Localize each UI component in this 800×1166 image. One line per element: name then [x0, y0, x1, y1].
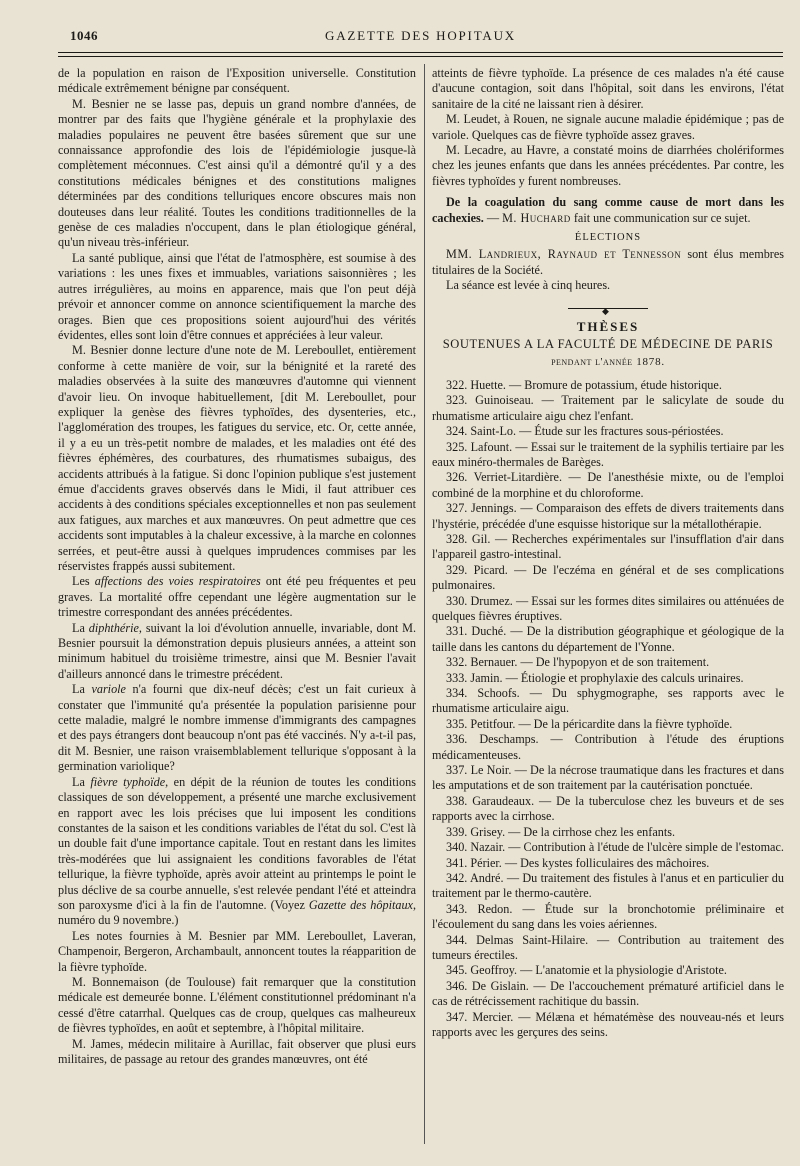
paragraph-variole: La variole n'a fourni que dix-neuf décès; c'est un fait curieux à constater que l'immunité qu'a présentée la population parisienne pour cette maladie, malgré le nombre immense d'immigrants des campagnes et des pays étrangers dont beaucoup n'ont pas été vaccinés. N'y a-t-il pas, dit M. Besnier, une raison vraisemblablement tellurique s'opposant à la germination variolique? — [58, 682, 416, 774]
these-entry: 343. Redon. — Étude sur la bronchotomie préliminaire et l'écoulement du sang dans les voies aériennes. — [432, 901, 784, 932]
these-entry: 322. Huette. — Bromure de potassium, étude historique. — [446, 377, 722, 392]
paragraph: de la population en raison de l'Exposition universelle. Constitution médicale extrêmement bénigne par conséquent. — [58, 66, 416, 96]
paragraph: M. James, médecin militaire à Aurillac, fait observer que plusi eurs militaires, de passage au retour des grandes manœuvres, ont été — [58, 1036, 416, 1066]
these-entry: 342. André. — Du traitement des fistules à l'anus et en particulier du traitement par le thermo-cautère. — [432, 870, 784, 901]
paragraph-affections: Les affections des voies respiratoires ont été peu fréquentes et peu graves. La mortalité offre cependant une légère augmentation sur le trimestre correspondant des années précédentes. — [58, 574, 416, 620]
these-entry: 335. Petitfour. — De la péricardite dans la fièvre typhoïde. — [446, 716, 733, 731]
these-entry: 331. Duché. — De la distribution géographique et géologique de la taille dans les cantons du département de l'Yonne. — [432, 624, 784, 654]
paragraph-elections: MM. Landrieux, Raynaud et Tennesson sont élus membres titulaires de la Société. — [432, 247, 784, 277]
paragraph: M. Besnier ne se lasse pas, depuis un grand nombre d'années, de montrer par des faits que l'hygiène générale et la prophylaxie des maladies populaires ne peuvent être basées sûrement que sur une connaissance approfondie des lois de l'épidémiologie jusque-là complètement méconnues. C'est ainsi qu'il a démontré qu'il y a des constitutions médicales bénignes et des constitutions malignes déterminées par des conditions telluriques encore obscures mais non douteuses dans leur réalité. Toutes les conditions traditionnelles de la genèse de ces maladies n'occupent, dans le plan étiologique général, qu'un niveau très-inférieur. — [58, 96, 416, 250]
these-entry: 346. De Gislain. — De l'accouchement prématuré artificiel dans le cas de rétrécissement rachitique du bassin. — [432, 978, 784, 1009]
theses-subheading: SOUTENUES A LA FACULTÉ DE MÉDECINE DE PARIS — [442, 337, 774, 352]
paragraph-fievre: La fièvre typhoïde, en dépit de la réunion de toutes les conditions classiques de son développement, a présenté une marche exclusivement en rapport avec les lois précises que lui imposent les conditions constantes de la saison et les conditions variables de l'état du sol. C'est là un double fait d'une importance capitale. Tout en restant dans les limites très-modérées que lui assignaient les conditions favorables de l'état tellurique, la fièvre typhoïde, après avoir atteint au printemps le point le plus déclive de sa courbe annuelle, s'est relevée pendant l'été et atteindra son paroxysme d'ici à la fin de l'automne. (Voyez Gazette des hôpitaux, numéro du 9 novembre.) — [58, 774, 416, 928]
header-rule — [58, 52, 783, 53]
header-rule-thin — [58, 56, 783, 57]
elections-heading: ÉLECTIONS — [574, 232, 642, 244]
paragraph: Les notes fournies à M. Besnier par MM. Lereboullet, Laveran, Champenoir, Bergeron, Archambault, annoncent toutes la réapparition de la fièvre typhoïde. — [58, 928, 416, 974]
these-entry: 333. Jamin. — Étiologie et prophylaxie des calculs urinaires. — [446, 670, 744, 685]
paragraph-seance: La séance est levée à cinq heures. — [446, 278, 611, 293]
paragraph-diphtherie: La diphthérie, suivant la loi d'évolution annuelle, invariable, dont M. Besnier poursuit la démonstration depuis plusieurs années, a atteint son minimum habituel du troisième trimestre, ainsi que M. Besnier l'avait d'ailleurs annoncé dans le trimestre précédent. — [58, 620, 416, 681]
these-entry: 334. Schoofs. — Du sphygmographe, ses rapports avec le rhumatisme articulaire aigu. — [432, 686, 784, 716]
column-divider — [424, 64, 425, 1144]
these-entry: 329. Picard. — De l'eczéma en général et de ses complications pulmonaires. — [432, 562, 784, 593]
these-entry: 336. Deschamps. — Contribution à l'étude des éruptions médicamenteuses. — [432, 732, 784, 762]
paragraph: M. Bonnemaison (de Toulouse) fait remarquer que la constitution médicale est demeurée bonne. L'élément constitutionnel prédominant n'a cessé d'être catarrhal. Quelques cas de croup, quelques cas malheureux de fièvres typhoïdes, en août et septembre, à l'hôpital militaire. — [58, 974, 416, 1036]
these-entry: 324. Saint-Lo. — Étude sur les fractures sous-périostées. — [446, 424, 724, 439]
paragraph: atteints de fièvre typhoïde. La présence de ces malades n'a été cause d'aucune contagion, soit dans l'hôpital, soit dans les environs, l'état sanitaire de la cité ne laissant rien à désirer. — [432, 66, 784, 111]
theses-heading: THÈSES — [576, 318, 640, 334]
these-entry: 347. Mercier. — Mélæna et hématémèse des nouveau-nés et leurs rapports avec les gerçures des seins. — [432, 1009, 784, 1039]
these-entry: 341. Périer. — Des kystes folliculaires des mâchoires. — [446, 855, 710, 870]
theses-year: pendant l'année 1878. — [551, 355, 665, 368]
these-entry: 338. Garaudeaux. — De la tuberculose chez les buveurs et de ses rapports avec la cirrhose. — [432, 793, 784, 824]
page-number: 1046 — [70, 28, 98, 43]
paragraph: La santé publique, ainsi que l'état de l'atmosphère, est soumise à des variations : les unes fixes et immuables, variations saisonnières ; les autres irrégulières, au moins en apparence, mais que l'on peut déjà prévoir et annoncer comme on annonce scientifiquement la marche des orages. Bien que ces propositions soient aujourd'hui des vérités évidentes, elles sont loin d'être connues et appréciées à leur valeur. — [58, 250, 416, 342]
paragraph: M. Besnier donne lecture d'une note de M. Lereboullet, entièrement conforme à cette manière de voir, sur la bénignité et la rareté des maladies observées à la suite des manœuvres d'automne qui viennent d'avoir lieu. On invoque habituellement, [dit M. Lereboullet, pour expliquer la genèse des fièvres typhoïdes, des dysenteries, etc., l'agglomération des troupes, les fatigues du service, etc. Or, cette année, il y a eu un très-petit nombre de malades, et les maladies ont été des fièvres éphémères, des courbatures, des rhumatismes subaigus, des accidents attribués à la fatigue. Si donc l'opinion publique s'est justement émue d'accidents graves observés dans le Midi, il faut attribuer ces accidents à des conditions spéciales exceptionnelles et non pas seulement aux fatigues, aux marches et aux manœuvres. On peut admettre que ces accidents sont imputables à la chaleur excessive, à la marche en colonnes serrées, et peut-être aussi à quelques imprudences commises par les réservistes frappés aussi subitement. — [58, 343, 416, 573]
these-entry: 339. Grisey. — De la cirrhose chez les enfants. — [446, 824, 675, 839]
these-entry: 326. Verriet-Litardière. — De l'anesthésie mixte, ou de l'emploi combiné de la morphine et du chloroforme. — [432, 470, 784, 500]
right-column — [432, 66, 784, 1040]
section-rule — [568, 305, 648, 316]
rule-ornament-icon: ◆ — [602, 305, 609, 316]
these-entry: 332. Bernauer. — De l'hypopyon et de son traitement. — [446, 655, 710, 670]
these-entry: 345. Geoffroy. — L'anatomie et la physiologie d'Aristote. — [446, 963, 727, 978]
paragraph: M. Lecadre, au Havre, a constaté moins de diarrhées cholériformes chez les jeunes enfants que dans les années précédentes. Par contre, les fièvres typhoïdes y furent nombreuses. — [432, 143, 784, 188]
these-entry: 328. Gil. — Recherches expérimentales sur l'insufflation d'air dans l'appareil gastro-intestinal. — [432, 531, 784, 562]
left-column — [58, 66, 416, 1067]
these-entry: 325. Lafount. — Essai sur le traitement de la syphilis tertiaire par les eaux minéro-thermales de Barèges. — [432, 439, 784, 469]
these-entry: 323. Guinoiseau. — Traitement par le salicylate de soude du rhumatisme articulaire aigu chez l'enfant. — [432, 393, 784, 423]
these-entry: 330. Drumez. — Essai sur les formes dites similaires ou atténuées de quelques fièvres éruptives. — [432, 593, 784, 623]
these-entry: 340. Nazair. — Contribution à l'étude de l'ulcère simple de l'estomac. — [446, 840, 784, 855]
journal-title: GAZETTE DES HOPITAUX — [325, 28, 516, 43]
these-entry: 337. Le Noir. — De la nécrose traumatique dans les fractures et dans les amputations et de son traitement par la cautérisation ponctuée. — [432, 763, 784, 793]
paragraph-coagulation: De la coagulation du sang comme cause de mort dans les cachexies. — M. Huchard fait une communication sur ce sujet. — [432, 195, 784, 225]
theses-list — [432, 378, 784, 1040]
page-header — [58, 26, 783, 46]
paragraph: M. Leudet, à Rouen, ne signale aucune maladie épidémique ; pas de variole. Quelques cas de fièvre typhoïde assez graves. — [432, 112, 784, 142]
these-entry: 327. Jennings. — Comparaison des effets de divers traitements dans l'hystérie, précédée d'une esquisse historique sur la métallothérapie. — [432, 501, 784, 531]
these-entry: 344. Delmas Saint-Hilaire. — Contribution au traitement des tumeurs érectiles. — [432, 932, 784, 962]
